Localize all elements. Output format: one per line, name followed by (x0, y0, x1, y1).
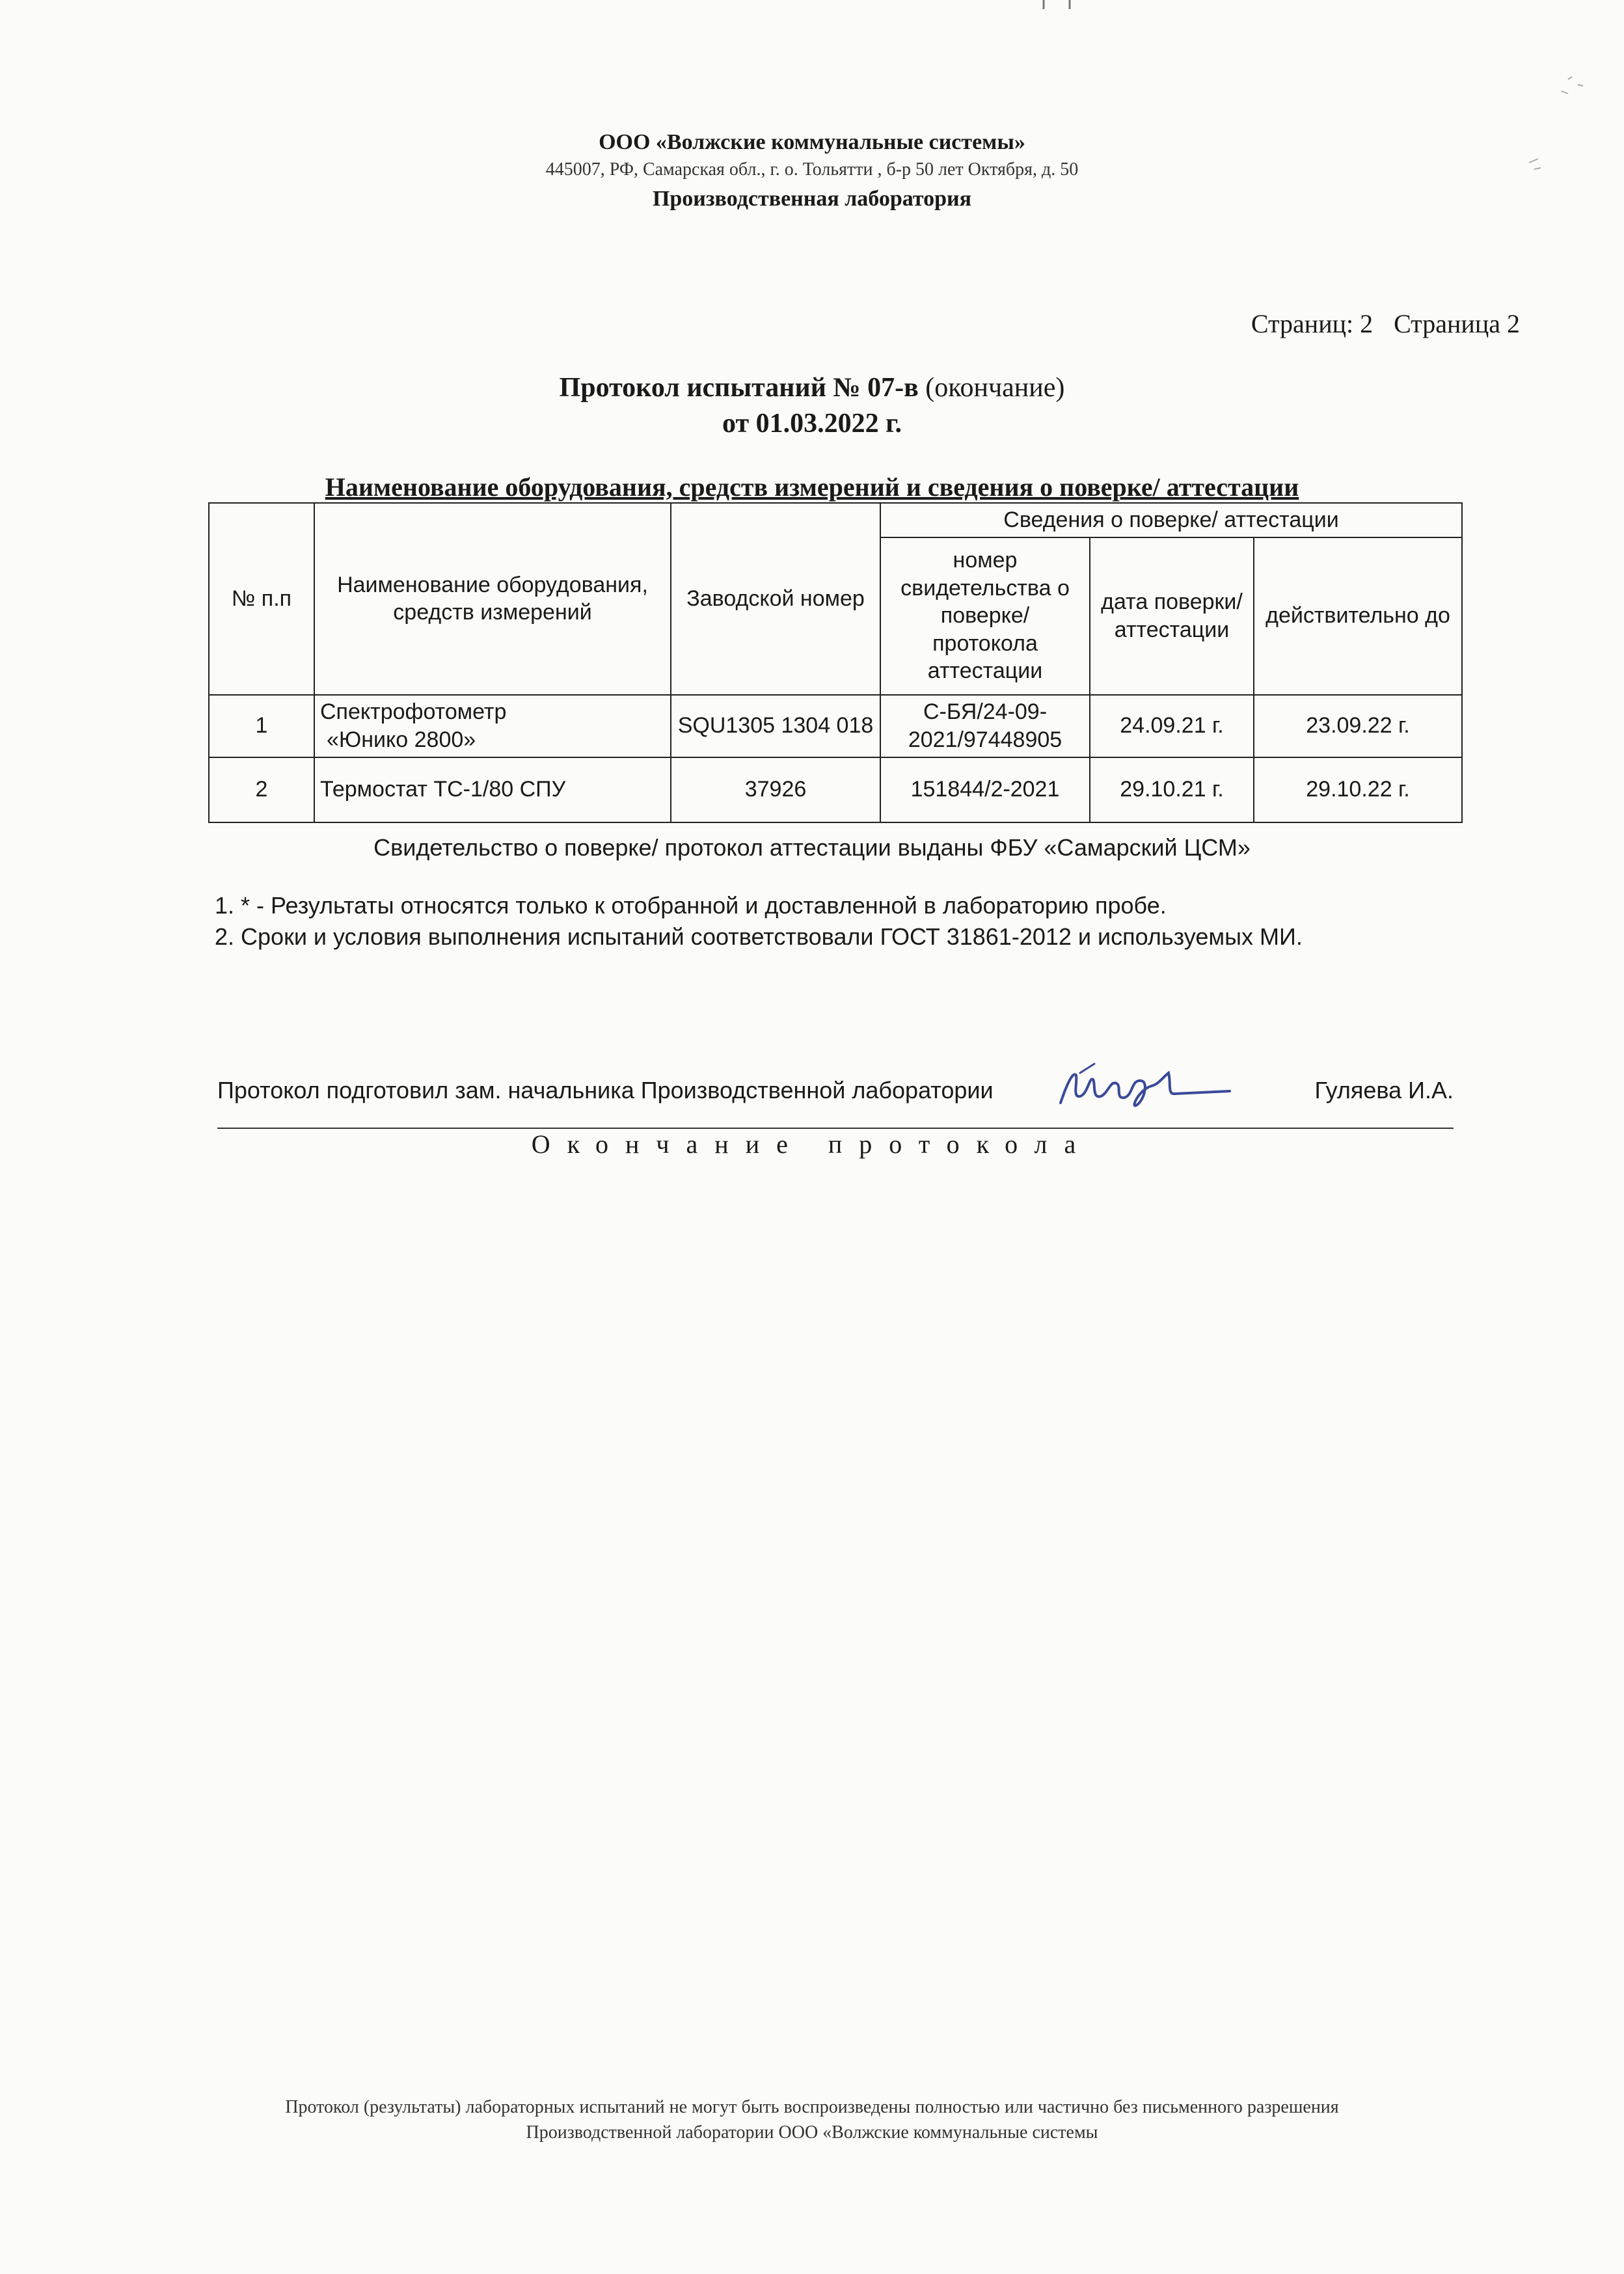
row-verification-date: 29.10.21 г. (1090, 757, 1254, 822)
row-serial: SQU1305 1304 018 (671, 695, 880, 757)
row-name (314, 695, 671, 757)
laboratory-name: Производственная лаборатория (652, 187, 972, 211)
header-verification-date: дата поверки/ аттестации (1090, 537, 1254, 695)
page-info (1251, 308, 1520, 339)
row-verification-date: 24.09.21 г. (1090, 695, 1254, 757)
protocol-title (0, 372, 1624, 403)
header-verification-group: Сведения о поверке/ аттестации (880, 503, 1462, 537)
row-name (314, 757, 671, 822)
note-item: 2. Сроки и условия выполнения испытаний соответствовали ГОСТ 31861-2012 и используемых МИ. (215, 923, 1303, 950)
protocol-title-suffix: (окончание) (918, 373, 1065, 403)
row-num: 1 (209, 695, 314, 757)
header-num: № п.п (209, 503, 314, 695)
header-valid-until: действительно до (1254, 537, 1462, 695)
equipment-table (208, 502, 1463, 823)
pages-total: Страниц: 2 (1251, 309, 1374, 338)
row-num: 2 (209, 757, 314, 822)
footer-line: Производственной лаборатории ООО «Волжские коммунальные системы (526, 2122, 1098, 2143)
scan-artifact (1041, 0, 1080, 13)
signature-image (1054, 1057, 1236, 1116)
page-number: Страница 2 (1394, 309, 1520, 338)
prepared-by: Протокол подготовил зам. начальника Производственной лаборатории (217, 1077, 994, 1103)
certificate-note: Свидетельство о поверке/ протокол аттестации выданы ФБУ «Самарский ЦСМ» (373, 834, 1251, 861)
table-row (209, 695, 1462, 757)
row-serial: 37926 (671, 757, 880, 822)
notes-list (215, 890, 1303, 953)
signer-name: Гуляева И.А. (1314, 1077, 1454, 1103)
note-item: 1. * - Результаты относятся только к отобранной и доставленной в лабораторию пробе. (215, 892, 1167, 919)
protocol-ending: Окончание протокола (531, 1130, 1093, 1159)
equipment-table-caption: Наименование оборудования, средств измерений и сведения о поверке/ аттестации (325, 472, 1299, 502)
organization-address: 445007, РФ, Самарская обл., г. о. Тольятти , б-р 50 лет Октября, д. 50 (545, 159, 1079, 180)
protocol-date: от 01.03.2022 г. (722, 409, 902, 439)
table-row (209, 757, 1462, 822)
row-cert-number: 151844/2-2021 (880, 757, 1090, 822)
header-cert-number: номер свидетельства о поверке/ протокола аттестации (880, 537, 1090, 695)
footer-line: Протокол (результаты) лабораторных испытаний не могут быть воспроизведены полностью или частично без письменного разрешения (285, 2097, 1339, 2117)
row-cert-number: С-БЯ/24-09-2021/97448905 (880, 695, 1090, 757)
row-name-line: «Юнико 2800» (327, 727, 476, 752)
row-valid-until: 29.10.22 г. (1254, 757, 1462, 822)
row-name-line: Термостат ТС-1/80 СПУ (320, 777, 566, 802)
row-valid-until: 23.09.22 г. (1254, 695, 1462, 757)
table-header-row (209, 503, 1462, 537)
protocol-title-number: Протокол испытаний № 07-в (559, 373, 919, 403)
header-name: Наименование оборудования, средств измерений (314, 503, 671, 695)
header-serial: Заводской номер (671, 503, 880, 695)
row-name-line: Спектрофотометр (320, 699, 507, 724)
organization-name: ООО «Волжские коммунальные системы» (599, 130, 1025, 154)
